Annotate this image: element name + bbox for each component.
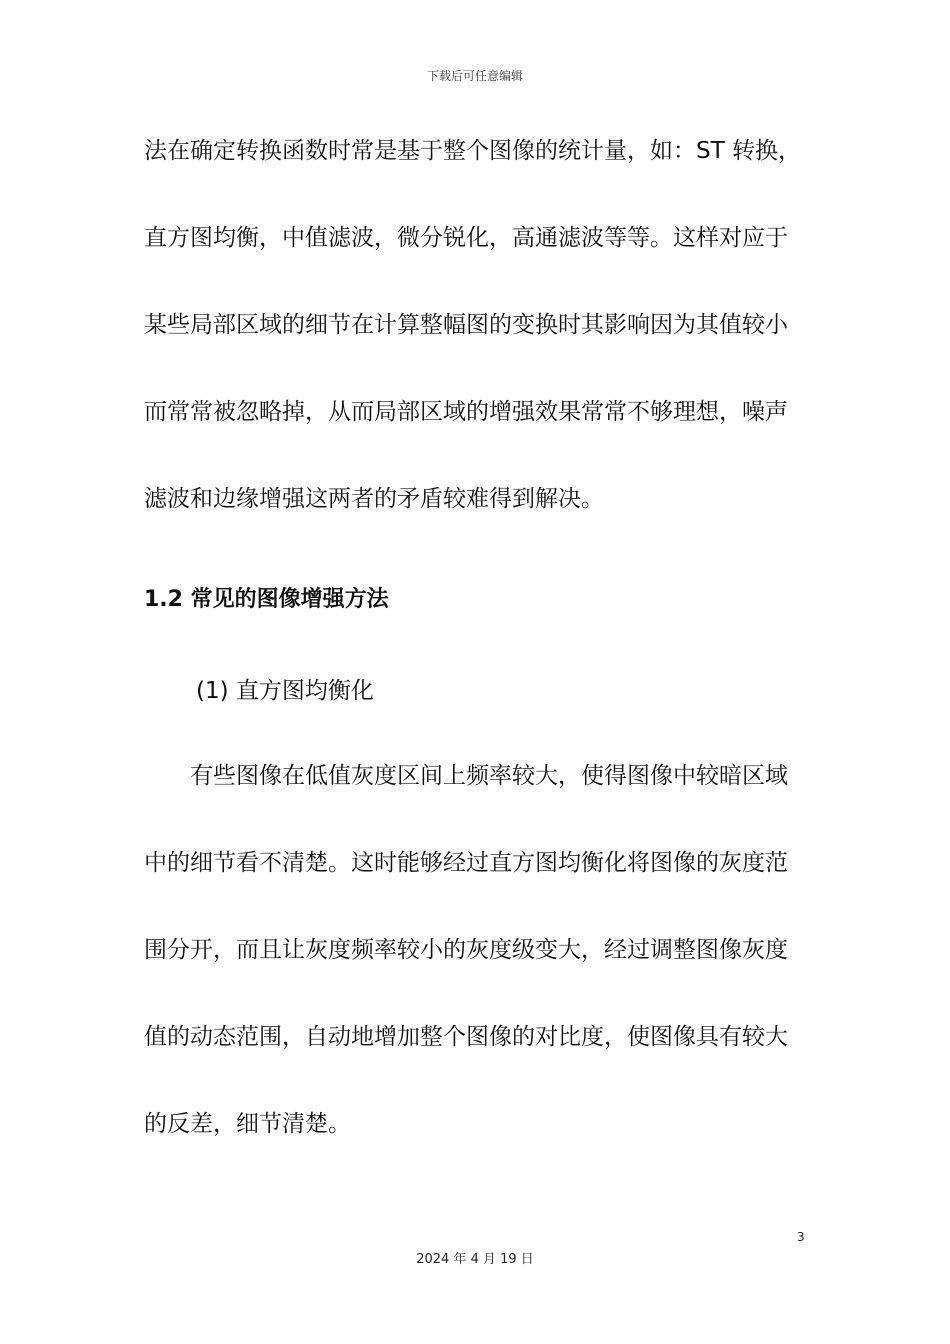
text-line: 滤波和边缘增强这两者的矛盾较难得到解决。: [144, 486, 604, 512]
page-number: 3: [797, 1230, 805, 1244]
footer-date: 2024 年 4 月 19 日: [416, 1252, 534, 1267]
text-line: 而常常被忽略掉，从而局部区域的增强效果常常不够理想，噪声: [144, 399, 788, 425]
subsection-heading: (1) 直方图均衡化: [196, 678, 374, 704]
text-line: 某些局部区域的细节在计算整幅图的变换时其影响因为其值较小: [144, 312, 788, 338]
text-line: 的反差，细节清楚。: [144, 1111, 351, 1137]
text-line: 法在确定转换函数时常是基于整个图像的统计量，如：ST 转换，: [144, 138, 801, 164]
text-line: 值的动态范围，自动地增加整个图像的对比度，使图像具有较大: [144, 1024, 788, 1050]
header-note: 下载后可任意编辑: [426, 69, 523, 83]
text-line: 中的细节看不清楚。这时能够经过直方图均衡化将图像的灰度范: [144, 850, 788, 876]
text-line: 有些图像在低值灰度区间上频率较大，使得图像中较暗区域: [190, 763, 788, 789]
section-heading: 1.2 常见的图像增强方法: [144, 587, 389, 612]
text-line: 围分开，而且让灰度频率较小的灰度级变大，经过调整图像灰度: [144, 937, 788, 963]
text-line: 直方图均衡，中值滤波，微分锐化，高通滤波等等。这样对应于: [144, 225, 788, 251]
